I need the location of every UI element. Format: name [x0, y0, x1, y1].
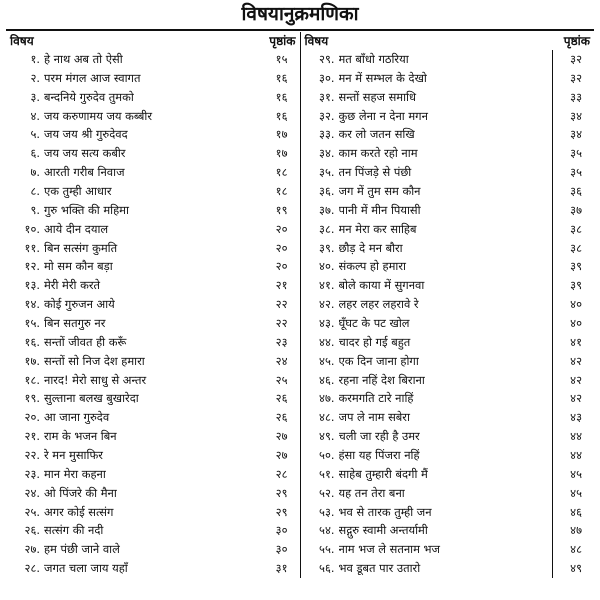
index-entry — [301, 333, 595, 352]
entry-title: जगत चला जाय यहाँ — [44, 561, 128, 576]
entry-page: ४५ — [552, 484, 590, 503]
entry-title: जग में तुम सम कौन — [338, 184, 421, 199]
entry-title: रहना नहिं देश बिराना — [338, 372, 425, 387]
index-entry — [301, 220, 595, 239]
entry-number: ४२. — [319, 297, 335, 312]
entry-page: २७ — [275, 429, 288, 444]
entry-title: यह तन तेरा बना — [338, 485, 405, 500]
entry-title: भव डूबत पार उतारो — [338, 561, 421, 576]
right-list — [301, 50, 595, 578]
entry-page: ४२ — [552, 371, 590, 390]
index-entry — [6, 465, 300, 484]
entry-title: मत बाँधो गठरिया — [338, 52, 409, 66]
entry-page: ४० — [552, 314, 590, 333]
entry-page: ४३ — [552, 408, 590, 427]
entry-page: ३२ — [552, 50, 590, 69]
entry-title: बिन सतगुरु नर — [44, 316, 106, 331]
entry-title: सन्तों सो निज देश हमारा — [44, 353, 145, 368]
entry-number: १४. — [24, 297, 40, 312]
index-entry — [6, 107, 300, 126]
entry-title: करमगति टारे नाहिं — [338, 391, 414, 406]
entry-page: २८ — [275, 466, 288, 481]
page-title: विषयानुक्रमणिका — [241, 3, 359, 25]
entry-title: छौड़ दे मन बौरा — [338, 240, 403, 255]
entry-number: १९. — [24, 391, 40, 406]
entry-page: ४८ — [552, 540, 590, 559]
entry-page: २७ — [275, 448, 288, 463]
entry-page: ३९ — [552, 276, 590, 295]
entry-page: ३२ — [552, 69, 590, 88]
entry-title: संकल्प हो हमारा — [338, 259, 406, 274]
entry-number: १२. — [24, 259, 40, 274]
title-divider — [6, 29, 594, 31]
entry-title: कुछ लेना न देना मगन — [338, 108, 428, 123]
entry-title: राम के भजन बिन — [44, 429, 117, 444]
entry-number: २२. — [24, 448, 40, 463]
index-entry — [301, 389, 595, 408]
entry-title: साहेब तुम्हारी बंदगी मैं — [338, 466, 428, 481]
index-entry — [301, 276, 595, 295]
entry-title: चली जा रही है उमर — [338, 429, 420, 444]
entry-number: ४७. — [319, 391, 335, 406]
index-entry — [6, 389, 300, 408]
entry-page: २२ — [275, 297, 288, 312]
entry-number: १८. — [24, 372, 40, 387]
entry-title: जय जय श्री गुरुदेवद — [44, 127, 128, 142]
index-entry — [6, 540, 300, 559]
page-header: पृष्ठांक — [563, 34, 590, 48]
entry-page: ४४ — [552, 427, 590, 446]
entry-number: ५. — [30, 127, 40, 142]
index-entry — [301, 314, 595, 333]
entry-page: ४४ — [552, 446, 590, 465]
entry-number: ३२. — [319, 108, 335, 123]
entry-number: २३. — [24, 466, 40, 481]
index-entry — [301, 107, 595, 126]
index-entry — [6, 201, 300, 220]
entry-number: ७. — [30, 165, 40, 180]
entry-page: २० — [275, 221, 288, 236]
entry-page: २० — [275, 240, 288, 255]
entry-title: जप ले नाम सबेरा — [338, 410, 410, 425]
entry-title: पानी में मीन पियासी — [338, 202, 421, 217]
entry-title: सन्तों सहज समाधि — [338, 89, 417, 104]
entry-page: ३८ — [552, 220, 590, 239]
entry-number: २. — [30, 70, 40, 85]
entry-page: २६ — [275, 391, 288, 406]
index-entry — [6, 503, 300, 522]
entry-title: एक दिन जाना होगा — [338, 353, 419, 368]
index-columns — [6, 32, 594, 578]
entry-page: ३० — [275, 523, 288, 538]
entry-number: ३. — [30, 89, 40, 104]
index-entry — [6, 220, 300, 239]
index-entry — [301, 88, 595, 107]
entry-page: ४२ — [552, 352, 590, 371]
entry-title: सन्तों जीवत ही करूँ — [44, 334, 127, 349]
entry-page: १९ — [275, 202, 288, 217]
index-entry — [6, 446, 300, 465]
index-entry — [301, 446, 595, 465]
entry-page: ४१ — [552, 333, 590, 352]
entry-number: २४. — [24, 485, 40, 500]
entry-title: काम करते रहो नाम — [338, 146, 418, 161]
entry-number: २७. — [24, 542, 40, 557]
entry-number: ५४. — [319, 523, 335, 538]
index-entry — [6, 559, 300, 578]
entry-page: २३ — [275, 334, 288, 349]
entry-number: ५५. — [319, 542, 335, 557]
entry-number: ४९. — [319, 429, 335, 444]
index-entry — [6, 314, 300, 333]
entry-page: ४० — [552, 295, 590, 314]
entry-page: ४२ — [552, 389, 590, 408]
entry-number: ३१. — [319, 89, 335, 104]
entry-page: ४५ — [552, 465, 590, 484]
index-entry — [301, 163, 595, 182]
index-entry — [6, 125, 300, 144]
index-entry — [301, 295, 595, 314]
entry-title: हे नाथ अब तो ऐसी — [44, 52, 123, 66]
entry-page: ३६ — [552, 182, 590, 201]
right-column — [301, 32, 595, 578]
left-list — [6, 50, 300, 578]
index-entry — [301, 50, 595, 69]
entry-title: चादर हो गई बहुत — [338, 334, 411, 349]
entry-title: कर लो जतन सखि — [338, 127, 415, 142]
entry-page: ४७ — [552, 521, 590, 540]
index-entry — [6, 427, 300, 446]
entry-page: ३८ — [552, 239, 590, 258]
entry-number: ८. — [30, 184, 40, 199]
entry-number: ९. — [30, 202, 40, 217]
subject-header: विषय — [10, 34, 34, 48]
index-entry — [301, 408, 595, 427]
index-entry — [6, 239, 300, 258]
entry-title: कोई गुरुजन आये — [44, 297, 115, 312]
entry-title: जय जय सत्य कबीर — [44, 146, 126, 161]
entry-page: ३४ — [552, 107, 590, 126]
entry-number: ४६. — [319, 372, 335, 387]
entry-page: ३४ — [552, 125, 590, 144]
entry-number: ३८. — [319, 221, 335, 236]
index-entry — [301, 540, 595, 559]
entry-number: १०. — [24, 221, 40, 236]
index-entry — [6, 163, 300, 182]
index-entry — [301, 371, 595, 390]
entry-number: १३. — [24, 278, 40, 293]
index-entry — [6, 333, 300, 352]
entry-number: ३५. — [319, 165, 335, 180]
index-entry — [6, 276, 300, 295]
entry-number: ४३. — [319, 316, 335, 331]
entry-number: ४८. — [319, 410, 335, 425]
entry-number: १. — [30, 52, 40, 66]
index-entry — [6, 50, 300, 69]
entry-title: आरती गरीब निवाज — [44, 165, 125, 180]
entry-page: ३७ — [552, 201, 590, 220]
entry-title: अगर कोई सत्संग — [44, 504, 114, 519]
entry-number: १७. — [24, 353, 40, 368]
entry-page: ३५ — [552, 163, 590, 182]
entry-title: नाम भज ले सतनाम भज — [338, 542, 440, 557]
entry-number: ४. — [30, 108, 40, 123]
entry-number: २८. — [24, 561, 40, 576]
entry-title: मो सम कौन बड़ा — [44, 259, 113, 274]
entry-page: २१ — [275, 278, 288, 293]
entry-number: २१. — [24, 429, 40, 444]
entry-title: हम पंछी जाने वाले — [44, 542, 120, 557]
entry-page: १७ — [275, 127, 288, 142]
entry-title: बोले काया में सुगनवा — [338, 278, 425, 293]
entry-title: सुल्ताना बलख बुखारेदा — [44, 391, 139, 406]
entry-number: ४१. — [319, 278, 335, 293]
entry-page: ४६ — [552, 503, 590, 522]
entry-page: ३० — [275, 542, 288, 557]
index-entry — [6, 371, 300, 390]
entry-number: ५६. — [319, 561, 335, 576]
index-entry — [6, 69, 300, 88]
entry-number: १५. — [24, 316, 40, 331]
entry-number: ३९. — [319, 240, 335, 255]
entry-page: २२ — [275, 316, 288, 331]
index-entry — [301, 503, 595, 522]
index-entry — [6, 144, 300, 163]
entry-title: हंसा यह पिंजरा नहिं — [338, 448, 420, 463]
entry-number: ३०. — [319, 70, 335, 85]
entry-title: गुरु भक्ति की महिमा — [44, 202, 129, 217]
left-header — [6, 32, 300, 50]
index-entry — [301, 257, 595, 276]
entry-page: २० — [275, 259, 288, 274]
entry-title: मेरी मेरी करते — [44, 278, 100, 293]
entry-number: ११. — [24, 240, 40, 255]
index-entry — [301, 144, 595, 163]
entry-number: ५०. — [319, 448, 335, 463]
index-entry — [301, 484, 595, 503]
entry-page: १६ — [275, 108, 288, 123]
entry-number: २६. — [24, 523, 40, 538]
index-entry — [301, 125, 595, 144]
entry-page: २९ — [275, 485, 288, 500]
index-entry — [301, 239, 595, 258]
entry-title: सद्गुरु स्वामी अन्तर्यामी — [338, 523, 428, 538]
entry-number: ५२. — [319, 485, 335, 500]
entry-number: ५१. — [319, 466, 335, 481]
entry-page: १७ — [275, 146, 288, 161]
index-entry — [6, 182, 300, 201]
entry-title: नारद! मेरो साधु से अन्तर — [44, 372, 147, 387]
entry-page: ४९ — [552, 559, 590, 578]
entry-page: ३१ — [275, 561, 288, 576]
index-entry — [6, 521, 300, 540]
entry-title: रे मन मुसाफिर — [44, 448, 103, 463]
entry-page: १८ — [275, 184, 288, 199]
right-header — [301, 32, 595, 50]
entry-page: १६ — [275, 70, 288, 85]
index-entry — [6, 257, 300, 276]
entry-page: २४ — [275, 353, 288, 368]
entry-title: घूँघट के पट खोल — [338, 316, 410, 331]
index-entry — [301, 559, 595, 578]
entry-page: ३९ — [552, 257, 590, 276]
entry-number: १६. — [24, 334, 40, 349]
entry-number: ६. — [30, 146, 40, 161]
index-entry — [301, 201, 595, 220]
entry-title: बिन सत्संग कुमति — [44, 240, 118, 255]
entry-number: २०. — [24, 410, 40, 425]
entry-title: आ जाना गुरुदेव — [44, 410, 110, 425]
entry-number: २९. — [319, 52, 335, 66]
entry-title: ओ पिंजरे की मैना — [44, 485, 117, 500]
entry-title: एक तुम्ही आधार — [44, 184, 112, 199]
entry-title: लहर लहर लहरावे रे — [338, 297, 419, 312]
index-entry — [301, 521, 595, 540]
index-entry — [301, 352, 595, 371]
entry-number: ३७. — [319, 202, 335, 217]
entry-page: १६ — [275, 89, 288, 104]
index-entry — [301, 427, 595, 446]
index-entry — [6, 408, 300, 427]
entry-page: १८ — [275, 165, 288, 180]
entry-number: ४४. — [319, 334, 335, 349]
entry-page: २९ — [275, 504, 288, 519]
entry-page: २५ — [275, 372, 288, 387]
entry-title: परम मंगल आज स्वागत — [44, 70, 141, 85]
index-entry — [301, 465, 595, 484]
entry-number: ३४. — [319, 146, 335, 161]
entry-title: मान मेरा कहना — [44, 466, 106, 481]
entry-page: ३३ — [552, 88, 590, 107]
page-header: पृष्ठांक — [269, 34, 296, 48]
entry-title: आये दीन दयाल — [44, 221, 109, 236]
index-entry — [6, 88, 300, 107]
index-entry — [6, 352, 300, 371]
entry-number: ४५. — [319, 353, 335, 368]
entry-title: मन मेरा कर साहिब — [338, 221, 417, 236]
entry-number: ३३. — [319, 127, 335, 142]
entry-page: २६ — [275, 410, 288, 425]
entry-title: तन पिंजड़े से पंछी — [338, 165, 412, 180]
entry-number: ३६. — [319, 184, 335, 199]
index-entry — [301, 69, 595, 88]
entry-title: जय करुणामय जय कब्बीर — [44, 108, 153, 123]
entry-title: सत्संग की नदी — [44, 523, 104, 538]
entry-page: ३५ — [552, 144, 590, 163]
entry-number: ४०. — [319, 259, 335, 274]
entry-title: भव से तारक तुम्ही जन — [338, 504, 432, 519]
entry-page: १५ — [275, 52, 288, 66]
left-column — [6, 32, 301, 578]
index-entry — [6, 484, 300, 503]
entry-title: बन्दनिये गुरुदेव तुमको — [44, 89, 134, 104]
subject-header: विषय — [304, 34, 329, 48]
index-entry — [6, 295, 300, 314]
entry-title: मन में सम्भल के देखो — [338, 70, 427, 85]
entry-number: २५. — [24, 504, 40, 519]
entry-number: ५३. — [319, 504, 335, 519]
index-entry — [301, 182, 595, 201]
